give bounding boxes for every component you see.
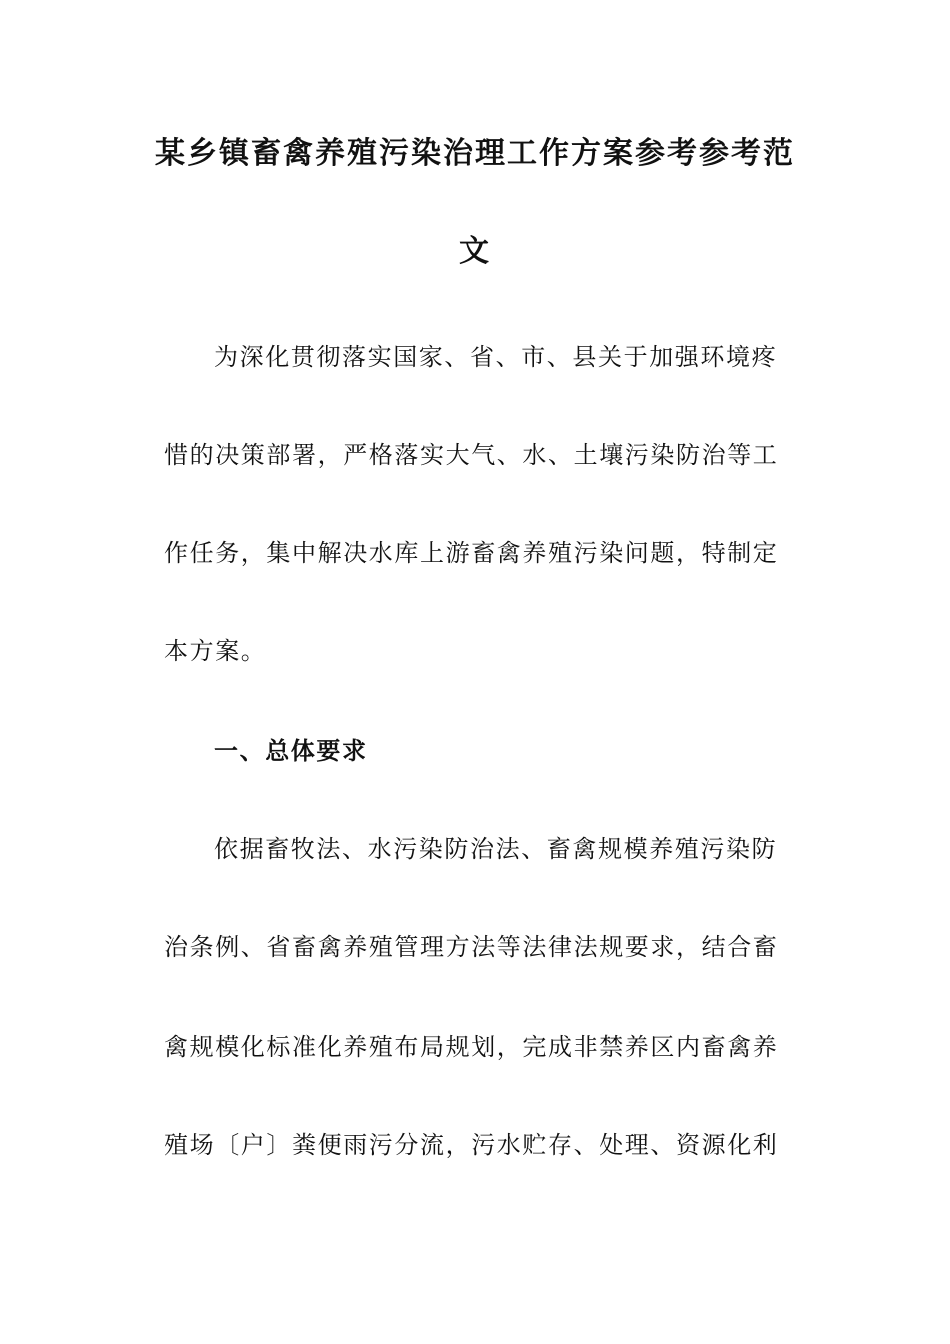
paragraph-2-line-4: 殖场〔户〕粪便雨污分流，污水贮存、处理、资源化利	[164, 1131, 779, 1159]
paragraph-2-line-1: 依据畜牧法、水污染防治法、畜禽规模养殖污染防	[214, 835, 778, 863]
section-1-heading: 一、总体要求	[214, 736, 368, 765]
paragraph-2-line-3: 禽规模化标准化养殖布局规划，完成非禁养区内畜禽养	[164, 1033, 779, 1061]
document-title-line-2: 文	[459, 234, 491, 269]
paragraph-1-line-2: 惜的决策部署，严格落实大气、水、土壤污染防治等工	[164, 441, 779, 469]
paragraph-1-line-4: 本方案。	[164, 637, 267, 665]
paragraph-2-line-2: 治条例、省畜禽养殖管理方法等法律法规要求，结合畜	[164, 933, 779, 961]
document-title-line-1: 某乡镇畜禽养殖污染治理工作方案参考参考范	[155, 136, 795, 171]
paragraph-1-line-3: 作任务，集中解决水库上游畜禽养殖污染问题，特制定	[164, 539, 779, 567]
paragraph-1-line-1: 为深化贯彻落实国家、省、市、县关于加强环境疼	[214, 343, 778, 371]
